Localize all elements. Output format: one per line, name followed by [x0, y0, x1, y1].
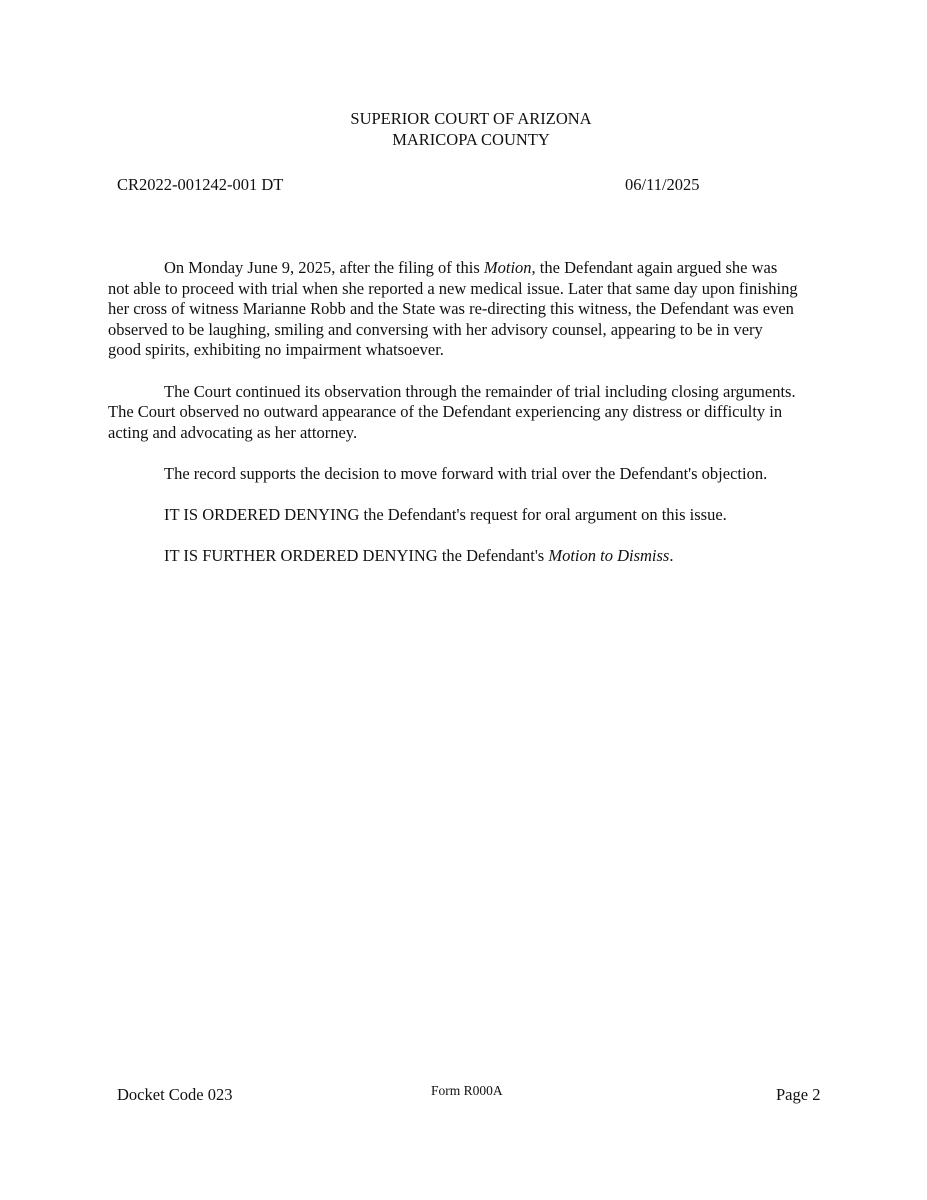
case-date: 06/11/2025	[625, 175, 700, 194]
case-number: CR2022-001242-001 DT	[117, 175, 284, 194]
court-name: SUPERIOR COURT OF ARIZONA	[350, 109, 592, 128]
form-code: Form R000A	[431, 1083, 503, 1098]
county-name: MARICOPA COUNTY	[392, 130, 550, 149]
motion-to-dismiss-reference: Motion to Dismiss	[548, 546, 670, 566]
ruling-body	[108, 258, 798, 588]
paragraph-observation-june-9: On Monday June 9, 2025, after the filing of this Motion, the Defendant again argued she was not able to proceed with trial when she reported a new medical issue. Later that same day upon finishing her cross of witness Marianne Robb and the State was re-directing this witness, the Defendant was even observed to be laughing, smiling and conversing with her advisory counsel, appearing to be in very good spirits, exhibiting no impairment whatsoever.	[108, 258, 798, 360]
page-number: Page 2	[776, 1085, 821, 1104]
paragraph-record-support: The record supports the decision to move forward with trial over the Defendant's objection.	[164, 463, 768, 483]
paragraph-continued-observation: The Court continued its observation through the remainder of trial including closing arguments. The Court observed no outward appearance of the Defendant experiencing any distress or difficulty in acting and advocating as her attorney.	[108, 381, 796, 442]
order-deny-oral-argument: IT IS ORDERED DENYING the Defendant's request for oral argument on this issue.	[164, 505, 727, 525]
order-deny-motion-to-dismiss: IT IS FURTHER ORDERED DENYING the Defendant's Motion to Dismiss.	[164, 546, 674, 566]
court-header	[0, 108, 927, 150]
motion-reference: Motion	[483, 258, 532, 277]
docket-code: Docket Code 023	[117, 1085, 233, 1104]
